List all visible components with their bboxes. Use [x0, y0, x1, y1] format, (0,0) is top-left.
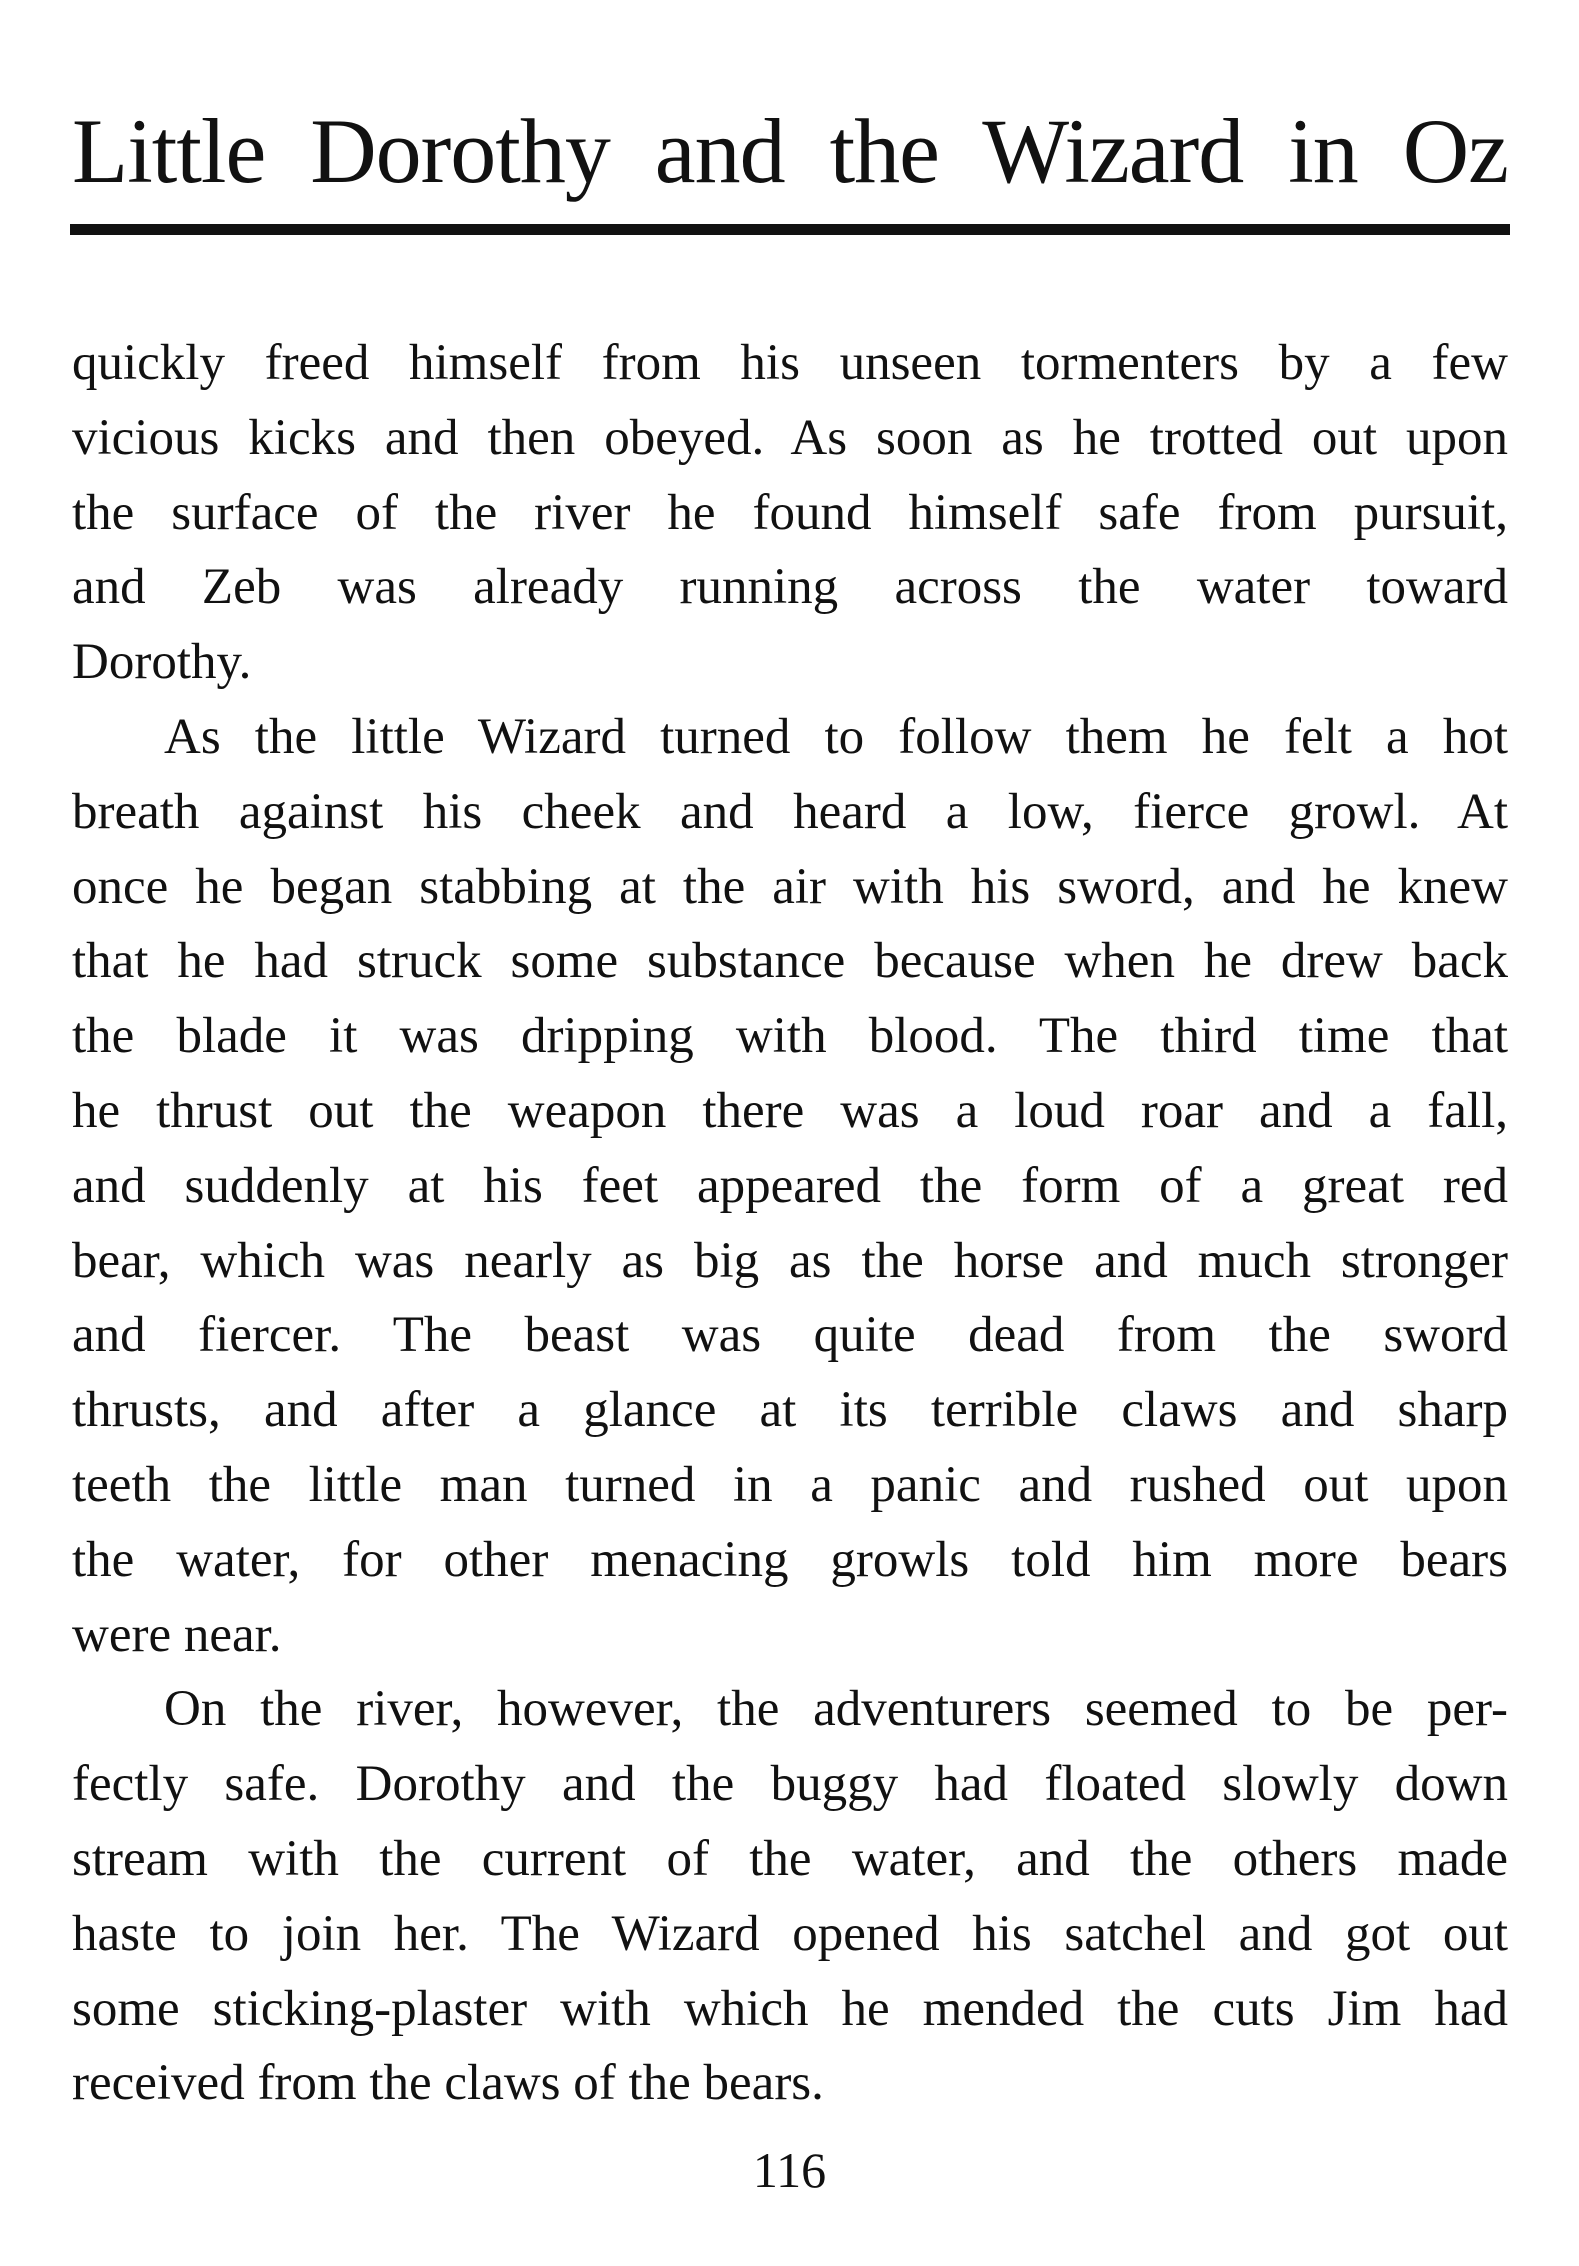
text-line: haste to join her. The Wizard opened his satchel and got out — [72, 1905, 1508, 1962]
text-line: the blade it was dripping with blood. The third time that — [72, 1008, 1508, 1065]
header-rule — [70, 224, 1510, 235]
text-line: and fiercer. The beast was quite dead from the sword — [72, 1307, 1508, 1364]
page-number: 116 — [752, 2142, 827, 2198]
text-line: fectly safe. Dorothy and the buggy had floated slowly down — [72, 1756, 1508, 1813]
text-line: teeth the little man turned in a panic and rushed out upon — [72, 1456, 1508, 1513]
text-line: he thrust out the weapon there was a loud roar and a fall, — [72, 1082, 1508, 1139]
text-line: the surface of the river he found himself safe from pursuit, — [72, 484, 1508, 541]
text-line: On the river, however, the adventurers seemed to be per- — [164, 1681, 1508, 1738]
body-text — [72, 326, 1508, 2121]
text-line: stream with the current of the water, and the others made — [72, 1830, 1508, 1887]
text-line: and Zeb was already running across the water toward — [72, 559, 1508, 616]
text-line: Dorothy. — [72, 634, 252, 691]
text-line: thrusts, and after a glance at its terrible claws and sharp — [72, 1382, 1508, 1439]
running-head-title: Little Dorothy and the Wizard in Oz — [72, 100, 1508, 202]
text-line: bear, which was nearly as big as the horse and much stronger — [72, 1232, 1508, 1289]
text-line: that he had struck some substance because when he drew back — [72, 933, 1508, 990]
text-line: the water, for other menacing growls told him more bears — [72, 1531, 1508, 1588]
text-line: and suddenly at his feet appeared the form of a great red — [72, 1157, 1508, 1214]
text-line: quickly freed himself from his unseen tormenters by a few — [72, 335, 1508, 391]
text-line: were near. — [72, 1606, 282, 1663]
text-line: some sticking-plaster with which he mended the cuts Jim had — [72, 1980, 1508, 2037]
text-line: once he began stabbing at the air with his sword, and he knew — [72, 858, 1508, 915]
text-line: received from the claws of the bears. — [72, 2055, 824, 2112]
text-line: As the little Wizard turned to follow them he felt a hot — [164, 708, 1508, 765]
text-line: vicious kicks and then obeyed. As soon as he trotted out upon — [72, 409, 1508, 466]
text-line: breath against his cheek and heard a low, fierce growl. At — [72, 783, 1508, 840]
